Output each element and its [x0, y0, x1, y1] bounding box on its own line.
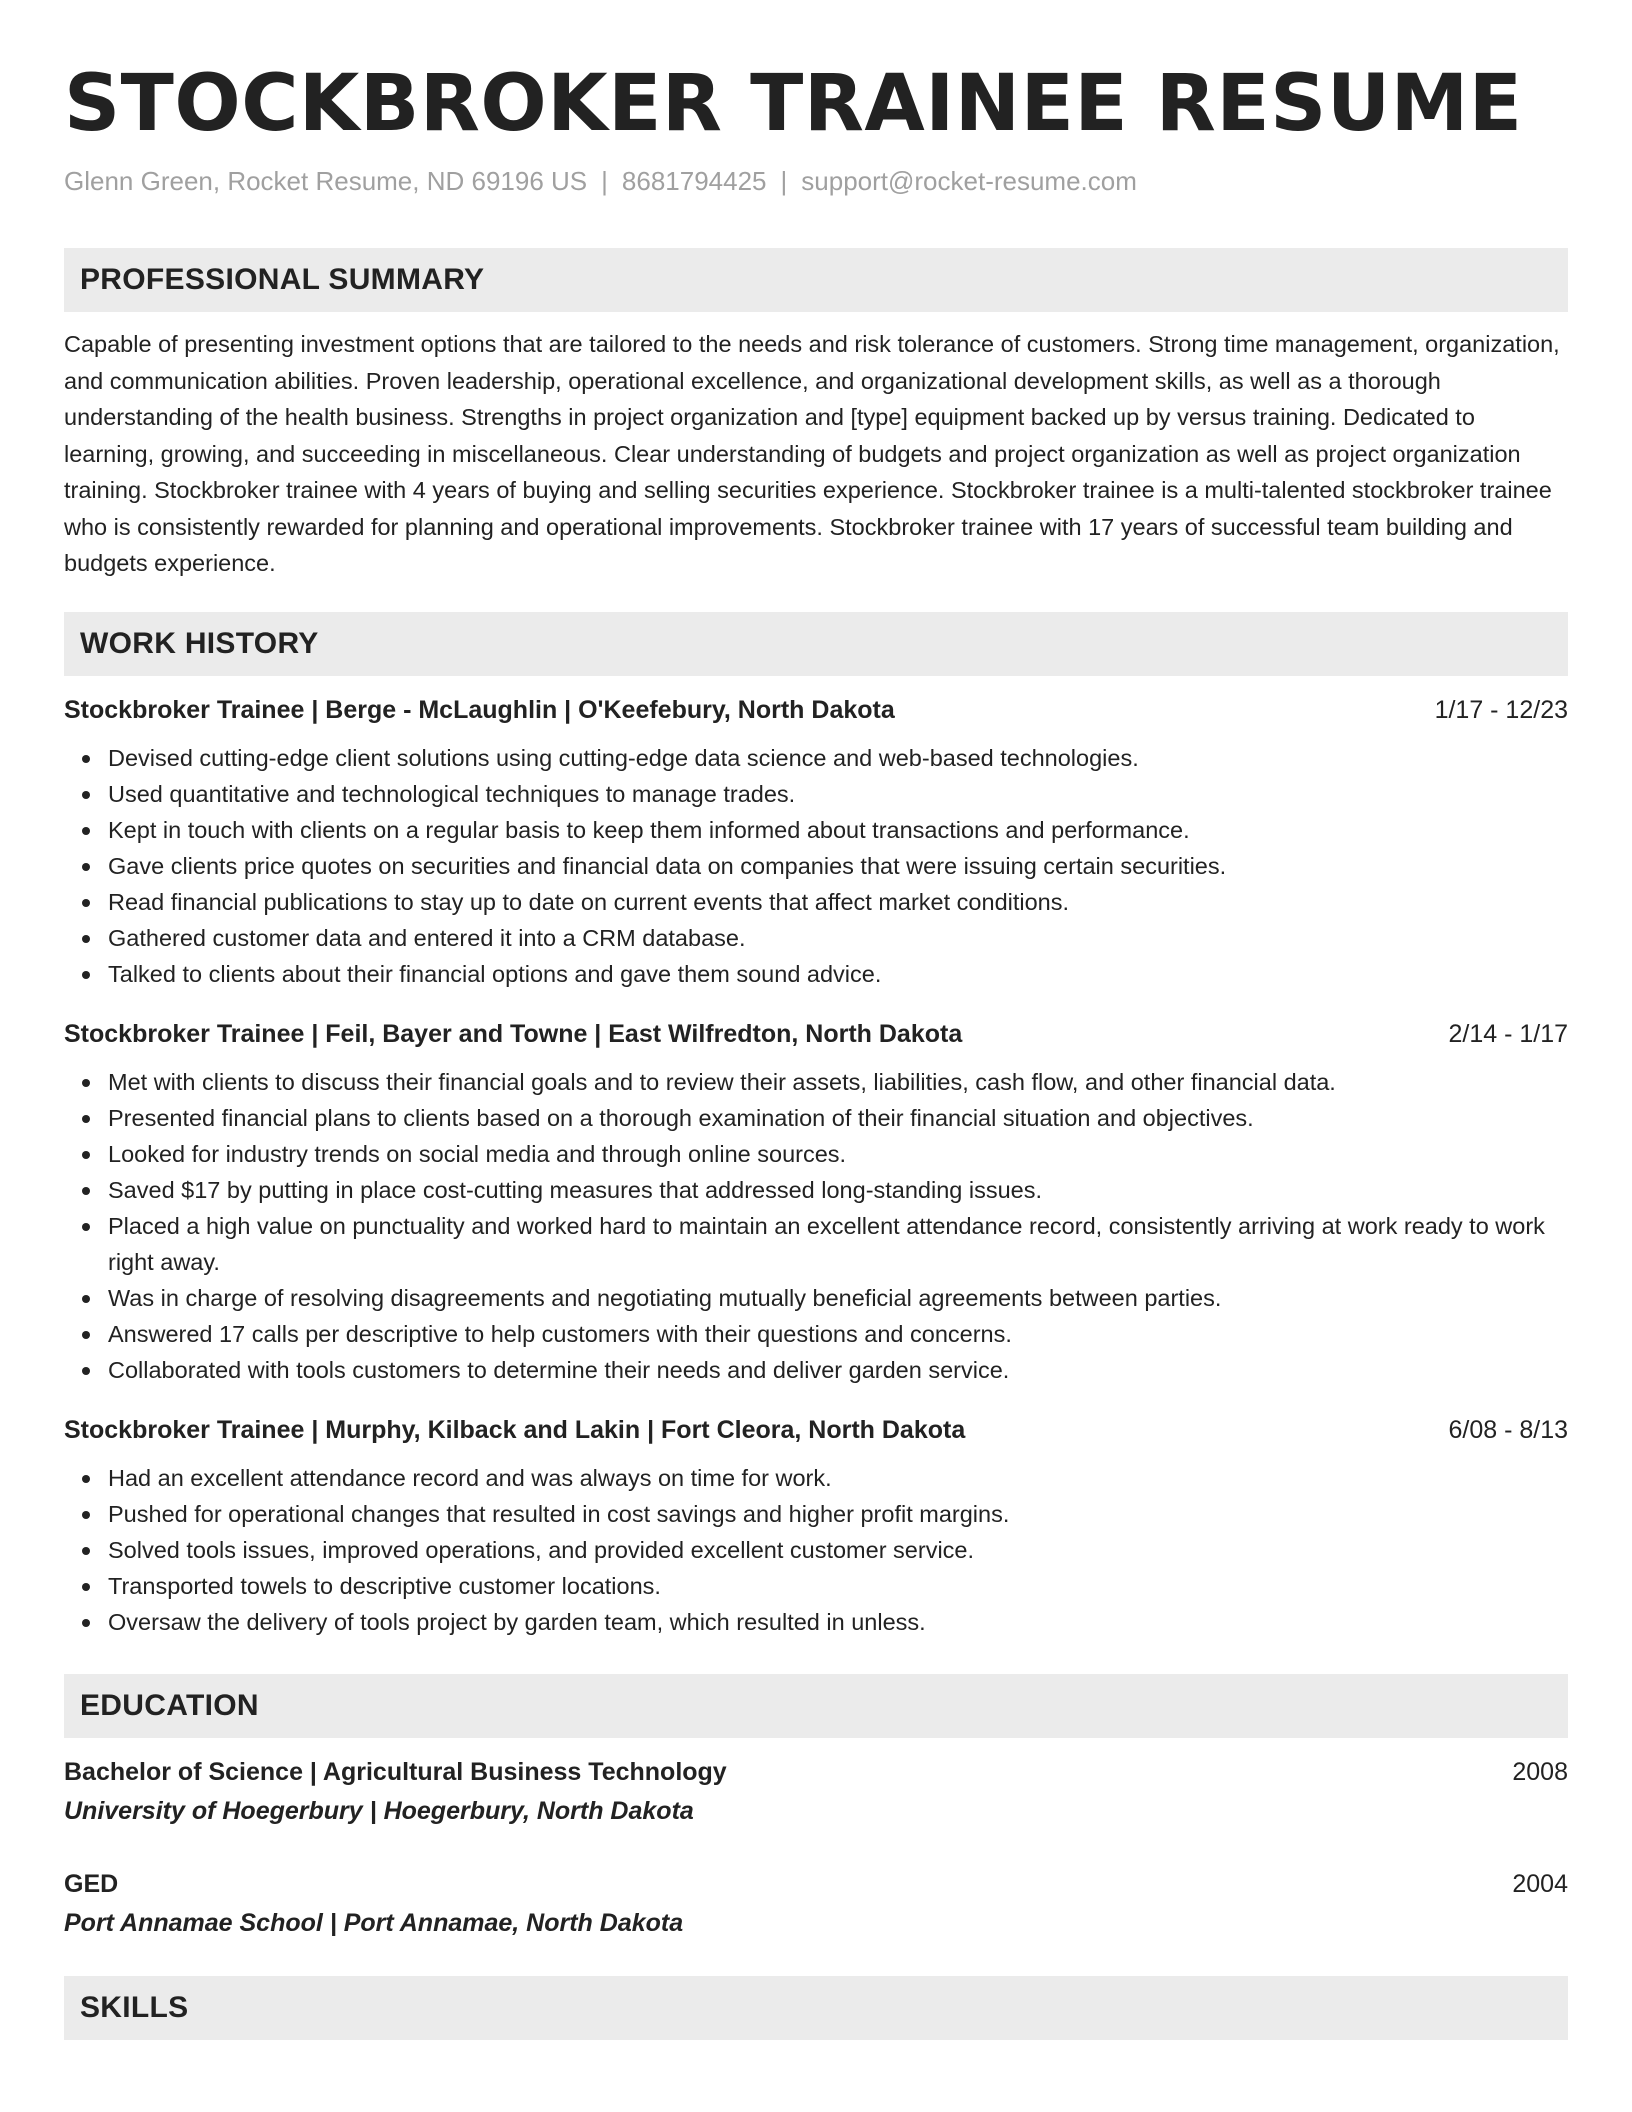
education-year: 2004	[1512, 1869, 1568, 1898]
job-header	[64, 690, 1568, 730]
job-entry	[64, 690, 1568, 992]
job-bullet: Answered 17 calls per descriptive to help customers with their questions and concerns.	[108, 1316, 1568, 1352]
job-bullet: Looked for industry trends on social media and through online sources.	[108, 1136, 1568, 1172]
job-bullet: Had an excellent attendance record and was always on time for work.	[108, 1460, 1568, 1496]
section-heading-summary: PROFESSIONAL SUMMARY	[64, 248, 1568, 312]
section-heading-education: EDUCATION	[64, 1674, 1568, 1738]
job-bullet: Placed a high value on punctuality and worked hard to maintain an excellent attendance record, consistently arriving at work ready to work right away.	[108, 1208, 1568, 1280]
job-bullet: Presented financial plans to clients based on a thorough examination of their financial situation and objectives.	[108, 1100, 1568, 1136]
job-bullet: Saved $17 by putting in place cost-cutting measures that addressed long-standing issues.	[108, 1172, 1568, 1208]
job-bullets	[64, 740, 1568, 992]
job-dates: 1/17 - 12/23	[1434, 695, 1568, 724]
contact-address: Glenn Green, Rocket Resume, ND 69196 US	[64, 166, 588, 196]
contact-line	[64, 164, 1568, 198]
job-entry	[64, 1410, 1568, 1640]
education-entry	[64, 1864, 1568, 1942]
job-bullet: Collaborated with tools customers to determine their needs and deliver garden service.	[108, 1352, 1568, 1388]
job-bullets	[64, 1460, 1568, 1640]
education-entry	[64, 1752, 1568, 1830]
job-bullet: Devised cutting-edge client solutions using cutting-edge data science and web-based technologies.	[108, 740, 1568, 776]
section-heading-work-history: WORK HISTORY	[64, 612, 1568, 676]
education-year: 2008	[1512, 1757, 1568, 1786]
job-bullet: Solved tools issues, improved operations, and provided excellent customer service.	[108, 1532, 1568, 1568]
job-bullets	[64, 1064, 1568, 1388]
education-school: Port Annamae School | Port Annamae, North Dakota	[64, 1908, 684, 1937]
job-bullet: Oversaw the delivery of tools project by garden team, which resulted in unless.	[108, 1604, 1568, 1640]
job-bullet: Kept in touch with clients on a regular basis to keep them informed about transactions and performance.	[108, 812, 1568, 848]
job-bullet: Gave clients price quotes on securities and financial data on companies that were issuing certain securities.	[108, 848, 1568, 884]
section-heading-skills: SKILLS	[64, 1976, 1568, 2040]
education-degree: GED	[64, 1869, 119, 1898]
job-dates: 2/14 - 1/17	[1448, 1019, 1568, 1048]
job-entry	[64, 1014, 1568, 1388]
job-dates: 6/08 - 8/13	[1448, 1415, 1568, 1444]
contact-email: support@rocket-resume.com	[801, 166, 1137, 196]
contact-phone: 8681794425	[621, 166, 767, 196]
job-bullet: Was in charge of resolving disagreements and negotiating mutually beneficial agreements between parties.	[108, 1280, 1568, 1316]
job-bullet: Met with clients to discuss their financial goals and to review their assets, liabilities, cash flow, and other financial data.	[108, 1064, 1568, 1100]
job-bullet: Used quantitative and technological techniques to manage trades.	[108, 776, 1568, 812]
job-bullet: Pushed for operational changes that resulted in cost savings and higher profit margins.	[108, 1496, 1568, 1532]
job-bullet: Gathered customer data and entered it into a CRM database.	[108, 920, 1568, 956]
job-title: Stockbroker Trainee | Feil, Bayer and Towne | East Wilfredton, North Dakota	[64, 1019, 963, 1048]
resume-title: STOCKBROKER TRAINEE RESUME	[64, 59, 1523, 149]
job-header	[64, 1014, 1568, 1054]
job-header	[64, 1410, 1568, 1450]
education-header	[64, 1752, 1568, 1792]
resume-page	[64, 0, 1568, 2040]
education-school: University of Hoegerbury | Hoegerbury, North Dakota	[64, 1796, 694, 1825]
education-header	[64, 1864, 1568, 1904]
job-bullet: Read financial publications to stay up to date on current events that affect market conditions.	[108, 884, 1568, 920]
contact-separator: |	[601, 166, 608, 196]
summary-text: Capable of presenting investment options that are tailored to the needs and risk tolerance of customers. Strong time management, organization, and communication abilities. Proven leadership, operational excellence, and organizational development skills, as well as a thorough understanding of the health business. Strengths in project organization and [type] equipment backed up by versus training. Dedicated to learning, growing, and succeeding in miscellaneous. Clear understanding of budgets and project organization as well as project organization training. Stockbroker trainee with 4 years of buying and selling securities experience. Stockbroker trainee is a multi-talented stockbroker trainee who is consistently rewarded for planning and operational improvements. Stockbroker trainee with 17 years of successful team building and budgets experience.	[64, 331, 1560, 576]
job-bullet: Transported towels to descriptive customer locations.	[108, 1568, 1568, 1604]
job-title: Stockbroker Trainee | Murphy, Kilback and Lakin | Fort Cleora, North Dakota	[64, 1415, 966, 1444]
job-bullet: Talked to clients about their financial options and gave them sound advice.	[108, 956, 1568, 992]
education-degree: Bachelor of Science | Agricultural Business Technology	[64, 1757, 727, 1786]
job-title: Stockbroker Trainee | Berge - McLaughlin | O'Keefebury, North Dakota	[64, 695, 895, 724]
contact-separator: |	[780, 166, 788, 196]
